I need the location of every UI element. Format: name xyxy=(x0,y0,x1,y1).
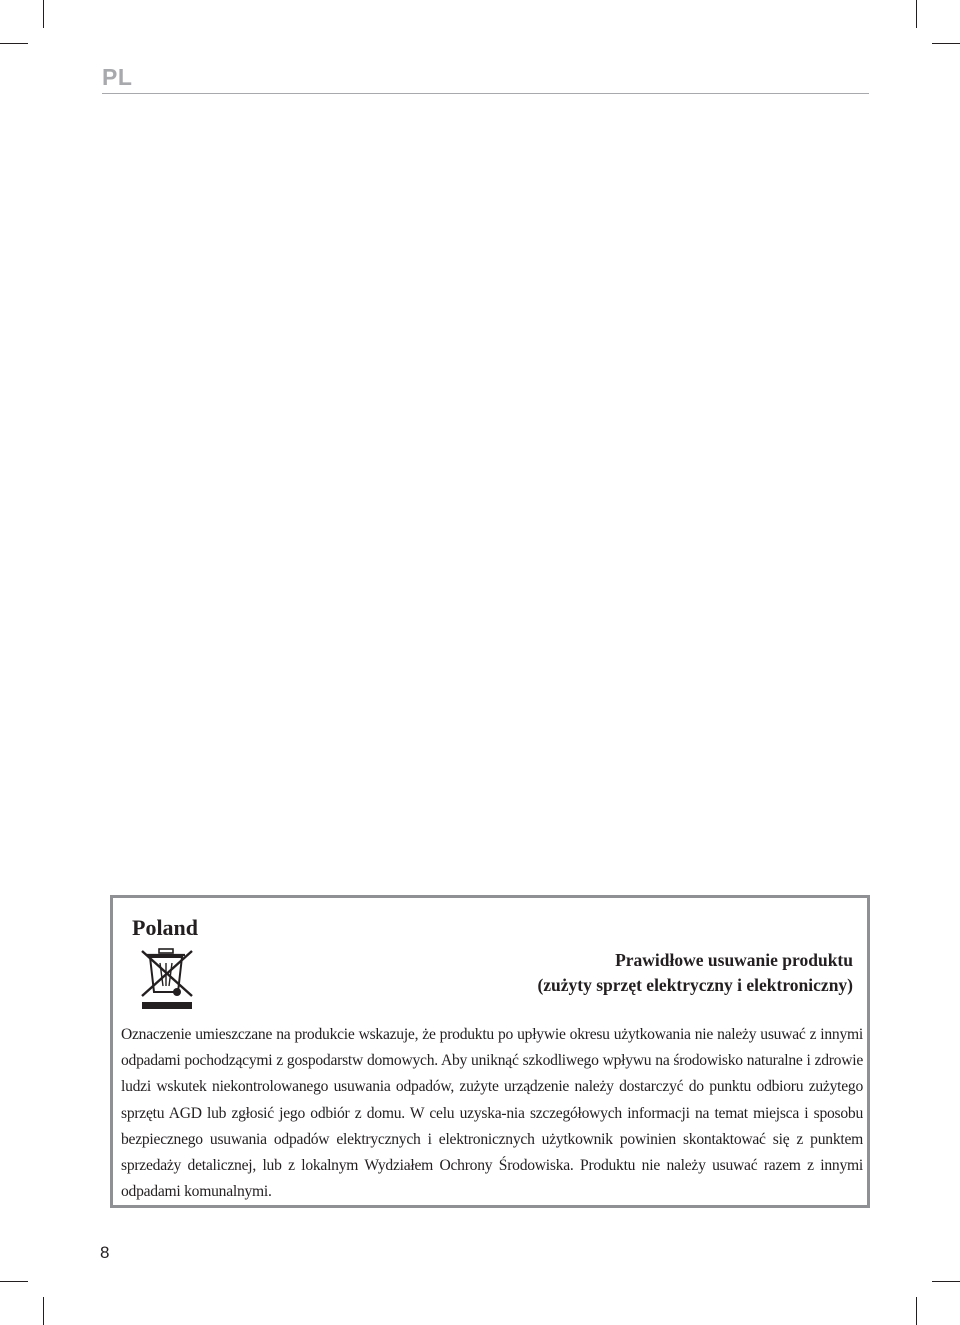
notice-title-line-2: (zużyty sprzęt elektryczny i elektroniczny) xyxy=(537,975,853,995)
crop-mark-bottom-right-vertical xyxy=(916,1297,917,1325)
crossed-out-wheelie-bin-icon xyxy=(136,948,200,1010)
notice-title-line-1: Prawidłowe usuwanie produktu xyxy=(615,950,853,970)
notice-title xyxy=(537,948,853,998)
page-number: 8 xyxy=(100,1243,110,1262)
language-code: PL xyxy=(102,64,133,90)
crop-mark-top-right-horizontal xyxy=(932,43,960,44)
header-rule xyxy=(102,93,869,94)
weee-disposal-notice xyxy=(110,895,870,1208)
notice-body: Oznaczenie umieszczane na produkcie wskazuje, że produktu po upływie okresu użytkowania nie należy usuwać z innymi odpadami pochodzącymi z gospodarstw domowych. Aby uniknąć szkodliwego wpływu na środowisko naturalne i zdrowie ludzi wskutek niekontrolowanego usuwania odpadów, zużyte urządzenie należy dostarczyć do punktu odbioru zużytego sprzętu AGD lub zgłosić jego odbiór z domu. W celu uzyska-nia szczegółowych informacji na temat miejsca i sposobu bezpiecznego usuwania odpadów elektrycznych i elektronicznych użytkownik powinien skontaktować się z punktem sprzedaży detalicznej, lub z lokalnym Wydziałem Ochrony Środowiska. Produktu nie należy usuwać razem z innymi odpadami komunalnymi. xyxy=(121,1026,863,1201)
crop-mark-top-left-horizontal xyxy=(0,43,28,44)
crop-mark-top-right-vertical xyxy=(916,0,917,28)
crop-mark-bottom-right-horizontal xyxy=(932,1281,960,1282)
crop-mark-bottom-left-horizontal xyxy=(0,1281,28,1282)
crop-mark-bottom-left-vertical xyxy=(43,1297,44,1325)
crop-mark-top-left-vertical xyxy=(43,0,44,28)
country-label: Poland xyxy=(132,915,199,940)
